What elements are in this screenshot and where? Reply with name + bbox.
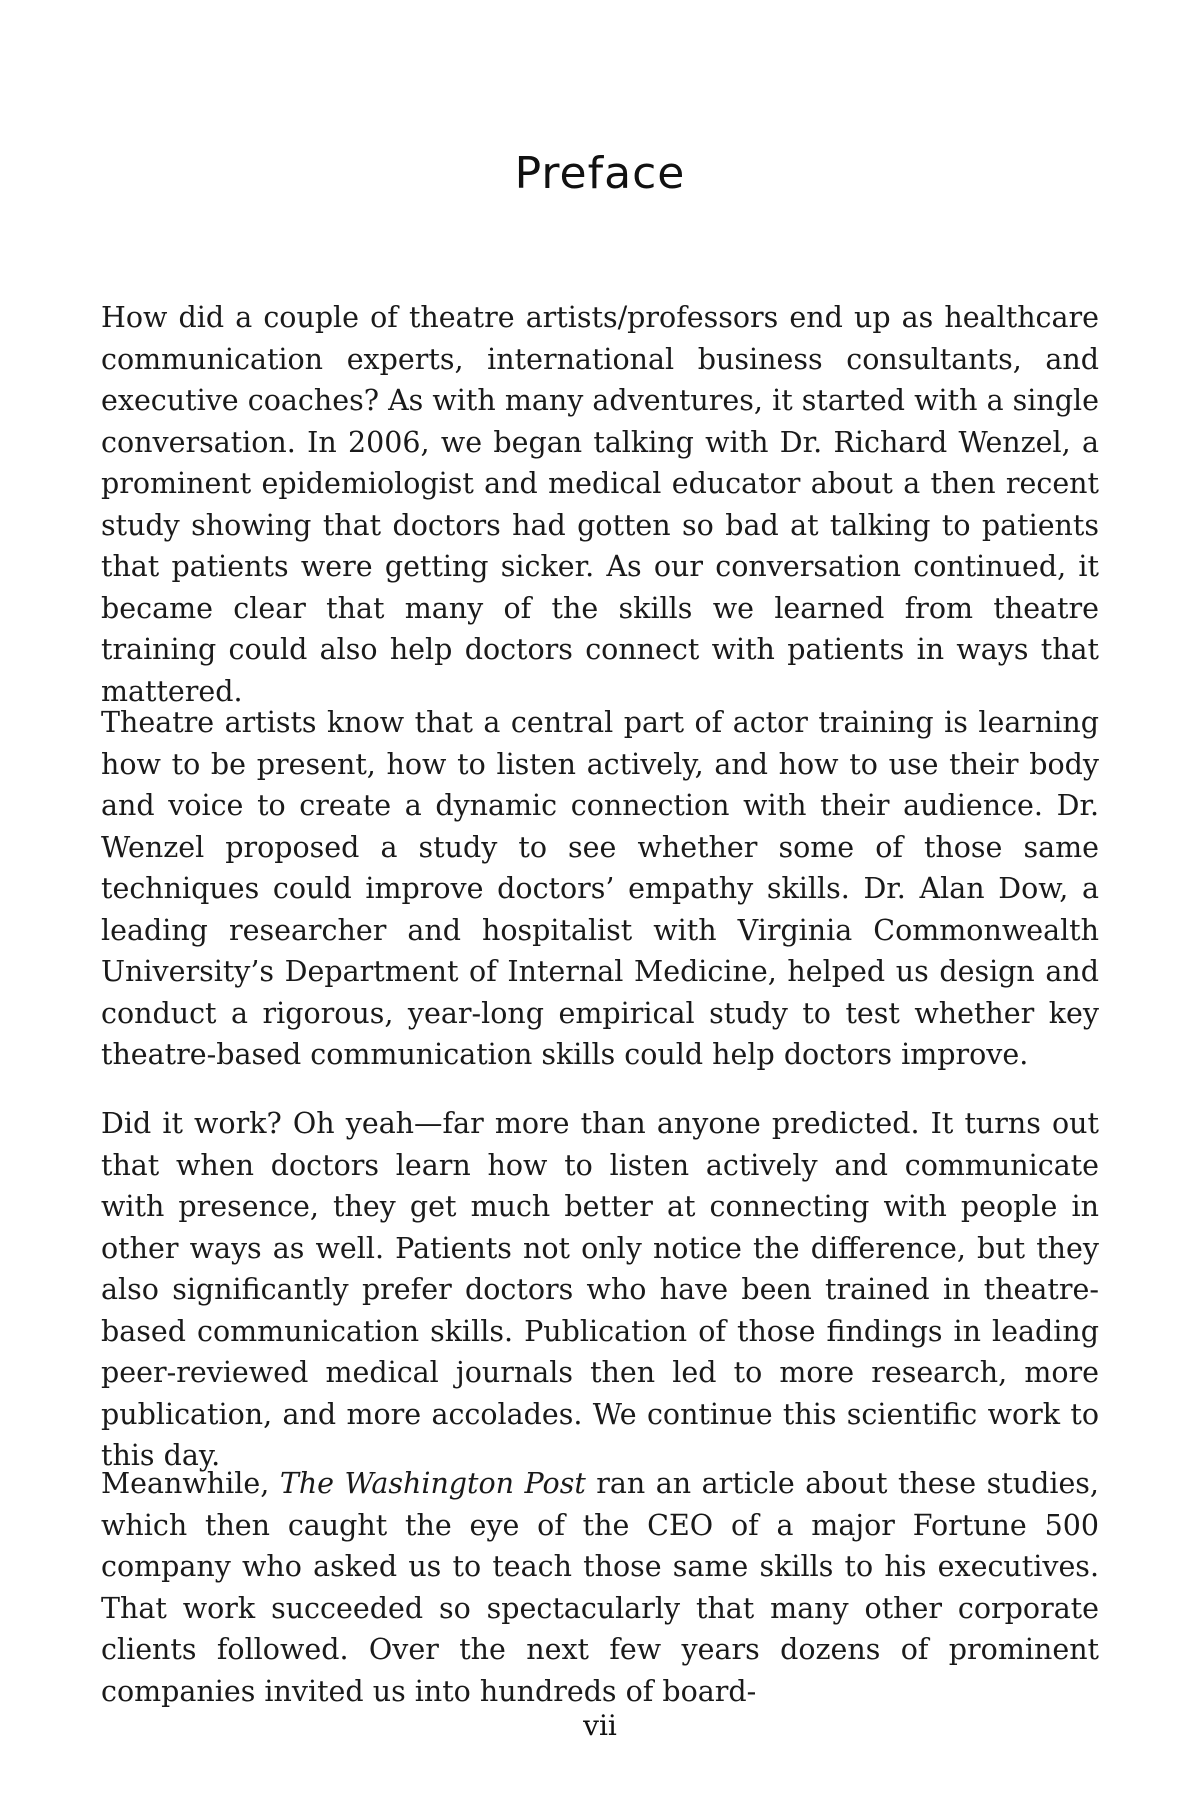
- page-number: vii: [583, 1709, 617, 1742]
- paragraph-4-rest: ran an article about these studies, which then caught the eye of the CEO of a major Fortune 500 company who asked us to teach those same skills to his executives. That work succeeded so spectacularly that many other corporate clients followed. Over the next few years dozens of prominent companies invited us into hundreds of board-: [101, 1467, 1099, 1708]
- paragraph-2-container: [101, 702, 1099, 1076]
- paragraph-2: Theatre artists know that a central part of actor training is learning how to be present, how to listen actively, and how to use their body and voice to create a dynamic connection with their audience. Dr. Wenzel proposed a study to see whether some of those same techniques could improve doctors’ empathy skills. Dr. Alan Dow, a leading researcher and hospitalist with Virginia Commonwealth University’s Department of Internal Medicine, helped us design and conduct a rigorous, year-long empirical study to test whether key theatre-based communication skills could help doctors improve.: [101, 706, 1099, 1071]
- paragraph-3-container: [101, 1103, 1099, 1477]
- paragraph-1: How did a couple of theatre artists/professors end up as healthcare communication experts, international business consultants, and executive coaches? As with many adventures, it started with a single conversation. In 2006, we began talking with Dr. Richard Wenzel, a prominent epidemiologist and medical educator about a then recent study showing that doctors had gotten so bad at talking to patients that patients were getting sicker. As our conversation continued, it became clear that many of the skills we learned from theatre training could also help doctors connect with patients in ways that mattered.: [101, 301, 1099, 708]
- paragraph-4: [101, 1463, 1099, 1712]
- publication-title: The Washington Post: [279, 1467, 586, 1500]
- page-title: Preface: [514, 148, 686, 199]
- paragraph-4-container: [101, 1463, 1099, 1712]
- paragraph-1-container: [101, 297, 1099, 712]
- paragraph-3: Did it work? Oh yeah—far more than anyone predicted. It turns out that when doctors learn how to listen actively and communicate with presence, they get much better at connecting with people in other ways as well. Patients not only notice the difference, but they also significantly prefer doctors who have been trained in theatre-based communication skills. Publication of those findings in leading peer-reviewed medical journals then led to more research, more publication, and more accolades. We continue this scientific work to this day.: [101, 1107, 1099, 1472]
- paragraph-4-lead: Meanwhile,: [101, 1467, 280, 1500]
